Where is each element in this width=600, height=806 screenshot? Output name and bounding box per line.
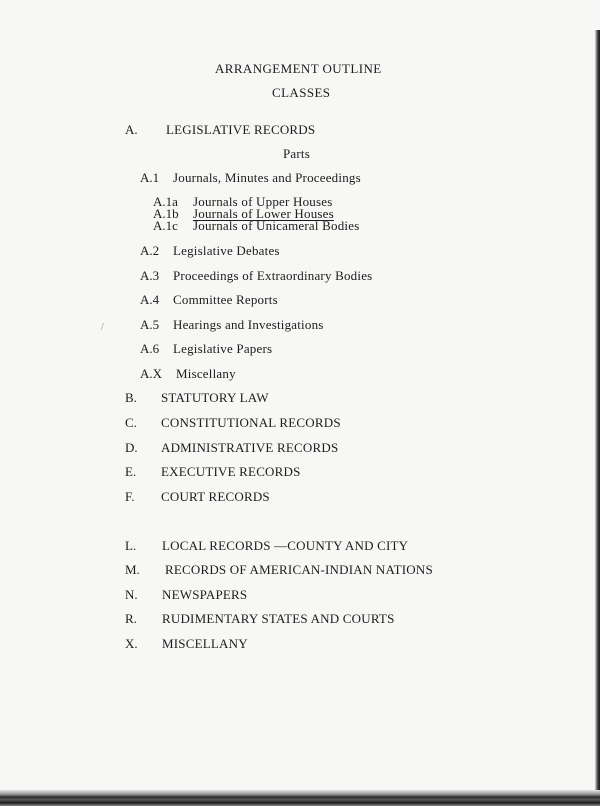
part-label-a2: Legislative Debates <box>173 243 280 258</box>
part-label-ax: Miscellany <box>176 366 236 381</box>
class-label-c: CONSTITUTIONAL RECORDS <box>161 415 341 430</box>
part-code-ax: A.X <box>140 366 163 381</box>
part-label-a1: Journals, Minutes and Proceedings <box>173 170 361 185</box>
part-code-a3: A.3 <box>140 268 160 283</box>
class-label-m: RECORDS OF AMERICAN-INDIAN NATIONS <box>165 562 433 577</box>
class-code-n: N. <box>125 587 138 602</box>
class-label-f: COURT RECORDS <box>161 489 270 504</box>
part-code-a1: A.1 <box>140 170 160 185</box>
class-label-n: NEWSPAPERS <box>162 587 248 602</box>
class-code-c: C. <box>125 415 137 430</box>
part-label-a4: Committee Reports <box>173 292 278 307</box>
class-code-x: X. <box>125 636 138 651</box>
page-title: ARRANGEMENT OUTLINE <box>215 61 382 76</box>
subpart-label-a1b: Journals of Lower Houses <box>193 206 334 221</box>
part-code-a5: A.5 <box>140 317 160 332</box>
class-code-l: L. <box>125 538 137 553</box>
margin-mark: / <box>101 322 104 333</box>
part-code-a2: A.2 <box>140 243 160 258</box>
class-code-f: F. <box>125 489 135 504</box>
class-label-e: EXECUTIVE RECORDS <box>161 464 301 479</box>
class-label-r: RUDIMENTARY STATES AND COURTS <box>162 611 395 626</box>
subpart-label-a1a: Journals of Upper Houses <box>193 194 333 209</box>
class-label-l: LOCAL RECORDS —COUNTY AND CITY <box>162 538 409 553</box>
part-code-a4: A.4 <box>140 292 160 307</box>
class-label-x: MISCELLANY <box>162 636 248 651</box>
part-label-a5: Hearings and Investigations <box>173 317 324 332</box>
part-code-a6: A.6 <box>140 341 160 356</box>
class-label-legislative: LEGISLATIVE RECORDS <box>166 122 316 137</box>
class-code-m: M. <box>125 562 140 577</box>
class-code-d: D. <box>125 440 138 455</box>
part-label-a3: Proceedings of Extraordinary Bodies <box>173 268 373 283</box>
subpart-code-a1a: A.1a <box>153 194 178 209</box>
class-code-e: E. <box>125 464 137 479</box>
class-label-d: ADMINISTRATIVE RECORDS <box>161 440 339 455</box>
class-code-a: A. <box>125 122 138 137</box>
class-code-b: B. <box>125 390 137 405</box>
subpart-label-a1c: Journals of Unicameral Bodies <box>193 218 360 233</box>
class-code-r: R. <box>125 611 137 626</box>
part-label-a6: Legislative Papers <box>173 341 273 356</box>
scan-edge-bottom <box>0 790 600 806</box>
page-subtitle: CLASSES <box>272 85 331 100</box>
subpart-code-a1c: A.1c <box>153 218 178 233</box>
parts-label: Parts <box>283 146 310 161</box>
scan-edge-right <box>595 30 600 806</box>
subpart-code-a1b: A.1b <box>153 206 179 221</box>
class-label-b: STATUTORY LAW <box>161 390 269 405</box>
